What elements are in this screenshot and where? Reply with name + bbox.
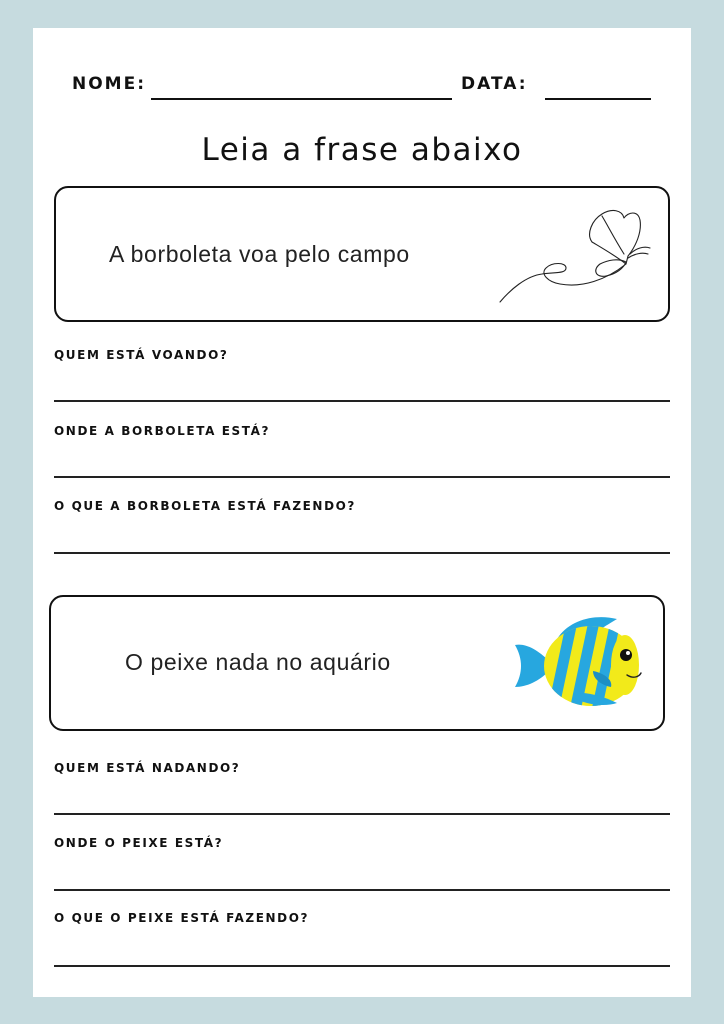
question-1: QUEM ESTÁ VOANDO? — [54, 348, 229, 362]
name-field-line[interactable] — [151, 98, 452, 100]
date-field-line[interactable] — [545, 98, 651, 100]
question-3: O QUE A BORBOLETA ESTÁ FAZENDO? — [54, 499, 356, 513]
question-4: QUEM ESTÁ NADANDO? — [54, 761, 241, 775]
date-label: DATA: — [461, 74, 528, 94]
butterfly-icon — [496, 204, 656, 306]
page-title: Leia a frase abaixo — [201, 132, 523, 168]
sentence-text: A borboleta voa pelo campo — [109, 241, 410, 267]
sentence-card-fish — [49, 595, 665, 731]
answer-line-4[interactable] — [54, 813, 670, 815]
question-2: ONDE A BORBOLETA ESTÁ? — [54, 424, 271, 438]
sentence-text: O peixe nada no aquário — [125, 649, 391, 675]
question-5: ONDE O PEIXE ESTÁ? — [54, 836, 224, 850]
sentence-card-butterfly — [54, 186, 670, 322]
answer-line-6[interactable] — [54, 965, 670, 967]
answer-line-1[interactable] — [54, 400, 670, 402]
question-6: O QUE O PEIXE ESTÁ FAZENDO? — [54, 911, 310, 925]
name-label: NOME: — [72, 74, 147, 94]
answer-line-2[interactable] — [54, 476, 670, 478]
fish-icon — [513, 609, 653, 721]
worksheet-page — [33, 28, 691, 997]
answer-line-5[interactable] — [54, 889, 670, 891]
answer-line-3[interactable] — [54, 552, 670, 554]
